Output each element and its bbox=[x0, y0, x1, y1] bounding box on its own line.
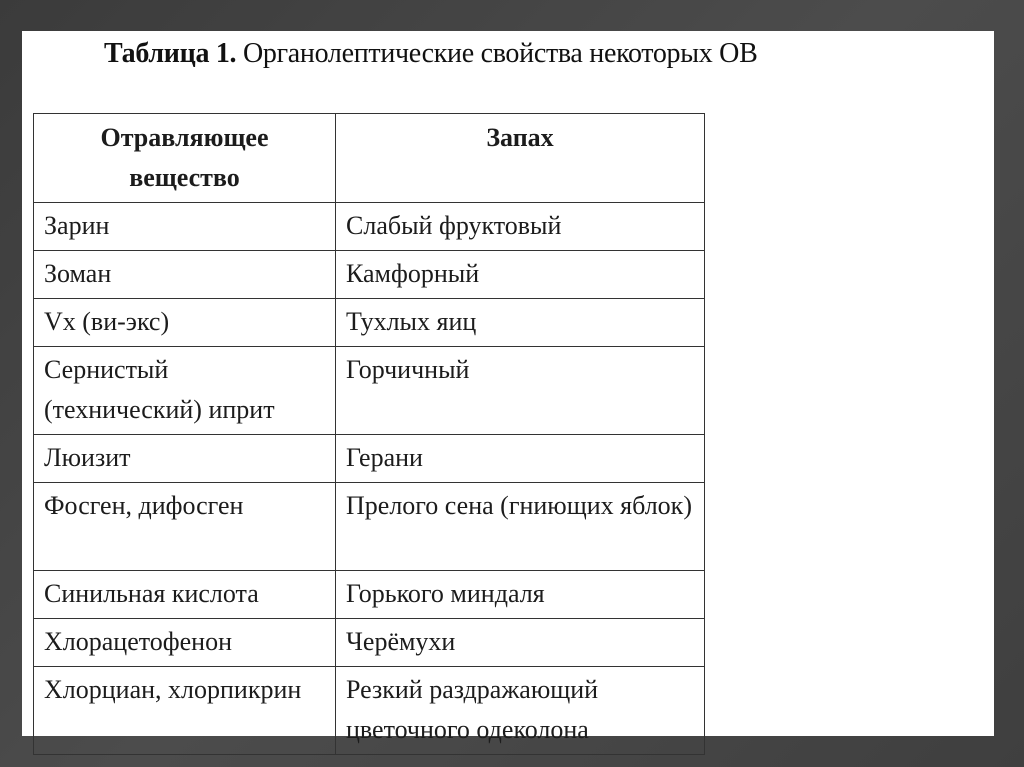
agent-cell: Зарин bbox=[34, 203, 336, 251]
agent-cell: Хлорциан, хлорпикрин bbox=[34, 667, 336, 755]
agent-cell: Vx (ви-экс) bbox=[34, 299, 336, 347]
smell-cell: Прелого сена (гниющих яблок) bbox=[336, 483, 705, 571]
smell-cell: Резкий раздражающий цветочного одеколона bbox=[336, 667, 705, 755]
table-row bbox=[34, 435, 705, 483]
agent-cell: Сернистый (технический) иприт bbox=[34, 347, 336, 435]
table-row bbox=[34, 667, 705, 755]
title-text: Органолептические свойства некоторых ОВ bbox=[242, 38, 758, 69]
smell-cell: Горького миндаля bbox=[336, 571, 705, 619]
smell-cell: Камфорный bbox=[336, 251, 705, 299]
table-row bbox=[34, 571, 705, 619]
properties-table bbox=[33, 113, 705, 755]
agent-cell: Фосген, дифосген bbox=[34, 483, 336, 571]
agent-cell: Синильная кислота bbox=[34, 571, 336, 619]
table-row bbox=[34, 251, 705, 299]
slide bbox=[22, 31, 994, 744]
table-row bbox=[34, 619, 705, 667]
table-number: Таблица 1. bbox=[104, 38, 237, 69]
table-row bbox=[34, 203, 705, 251]
table-header-row bbox=[34, 114, 705, 203]
smell-cell: Слабый фруктовый bbox=[336, 203, 705, 251]
smell-cell: Герани bbox=[336, 435, 705, 483]
header-smell: Запах bbox=[336, 114, 705, 203]
agent-cell: Хлорацетофенон bbox=[34, 619, 336, 667]
agent-cell: Люизит bbox=[34, 435, 336, 483]
smell-cell: Горчичный bbox=[336, 347, 705, 435]
slide-title bbox=[104, 37, 757, 71]
table-row bbox=[34, 299, 705, 347]
smell-cell: Черёмухи bbox=[336, 619, 705, 667]
table-row bbox=[34, 347, 705, 435]
table-row bbox=[34, 483, 705, 571]
smell-cell: Тухлых яиц bbox=[336, 299, 705, 347]
agent-cell: Зоман bbox=[34, 251, 336, 299]
header-agent: Отравляющее вещество bbox=[34, 114, 336, 203]
